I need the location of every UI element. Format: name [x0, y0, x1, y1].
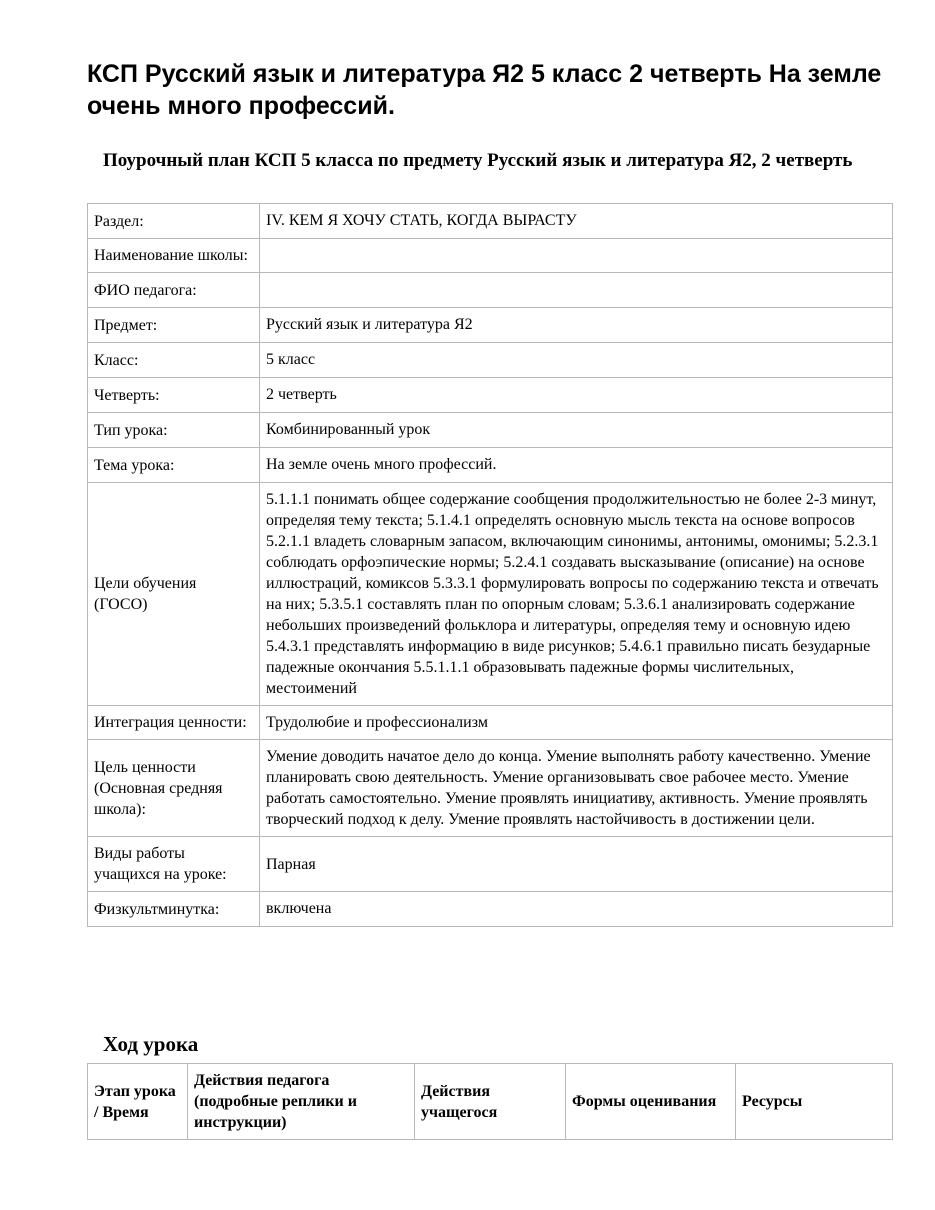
info-row-work-types: [88, 837, 893, 892]
lesson-flow-table: [87, 1063, 893, 1140]
info-row-value-integration: [88, 706, 893, 740]
info-value: 2 четверть: [260, 378, 893, 413]
column-header-stage-time: Этап урока / Время: [88, 1064, 188, 1140]
info-value: Умение доводить начатое дело до конца. Умение выполнять работу качественно. Умение планировать свою деятельность. Умение организовывать свое рабочее место. Умение работать самостоятельно. Умение проявлять инициативу, активность. Умение проявлять творческий подход к делу. Умение проявлять настойчивость в достижении цели.: [260, 740, 893, 837]
info-label: Интеграция ценности:: [88, 706, 260, 740]
info-row-teacher-name: [88, 273, 893, 308]
info-value: Комбинированный урок: [260, 413, 893, 448]
info-row-lesson-type: [88, 413, 893, 448]
info-value: На земле очень много профессий.: [260, 448, 893, 483]
info-label: Наименование школы:: [88, 239, 260, 273]
info-row-grade: [88, 343, 893, 378]
info-row-lesson-topic: [88, 448, 893, 483]
column-header-teacher-actions: Действия педагога (подробные реплики и инструкции): [188, 1064, 415, 1140]
column-header-resources: Ресурсы: [736, 1064, 893, 1140]
info-label: Цель ценности (Основная средняя школа):: [88, 740, 260, 837]
column-header-student-actions: Действия учащегося: [415, 1064, 566, 1140]
info-label: Тип урока:: [88, 413, 260, 448]
document-title: КСП Русский язык и литература Я2 5 класс 2 четверть На земле очень много профессий.: [87, 60, 882, 120]
info-row-quarter: [88, 378, 893, 413]
info-value: 5 класс: [260, 343, 893, 378]
info-label: ФИО педагога:: [88, 273, 260, 308]
info-label: Четверть:: [88, 378, 260, 413]
info-value: [260, 239, 893, 273]
info-row-physical-break: [88, 892, 893, 927]
info-row-section: [88, 204, 893, 239]
lesson-flow-heading: Ход урока: [103, 1032, 199, 1056]
info-value: Русский язык и литература Я2: [260, 308, 893, 343]
lesson-flow-header-row: [88, 1064, 893, 1140]
info-row-value-goal: [88, 740, 893, 837]
column-header-assessment-forms: Формы оценивания: [566, 1064, 736, 1140]
info-value: включена: [260, 892, 893, 927]
info-value: Парная: [260, 837, 893, 892]
info-label: Тема урока:: [88, 448, 260, 483]
info-value: Трудолюбие и профессионализм: [260, 706, 893, 740]
info-row-subject: [88, 308, 893, 343]
info-label: Раздел:: [88, 204, 260, 239]
info-label: Виды работы учащихся на уроке:: [88, 837, 260, 892]
lesson-info-table: [87, 203, 893, 927]
info-label: Предмет:: [88, 308, 260, 343]
info-row-school-name: [88, 239, 893, 273]
plan-heading: Поурочный план КСП 5 класса по предмету Русский язык и литература Я2, 2 четверть: [103, 150, 853, 171]
info-value: [260, 273, 893, 308]
info-label: Цели обучения (ГОСО): [88, 483, 260, 706]
info-label: Класс:: [88, 343, 260, 378]
info-row-learning-objectives: [88, 483, 893, 706]
info-value: IV. КЕМ Я ХОЧУ СТАТЬ, КОГДА ВЫРАСТУ: [260, 204, 893, 239]
info-value: 5.1.1.1 понимать общее содержание сообщения продолжительностью не более 2-3 минут, определяя тему текста; 5.1.4.1 определять основную мысль текста на основе вопросов 5.2.1.1 владеть словарным запасом, включающим синонимы, антонимы, омонимы; 5.2.3.1 соблюдать орфоэпические нормы; 5.2.4.1 создавать высказывание (описание) на основе иллюстраций, комиксов 5.3.3.1 формулировать вопросы по содержанию текста и отвечать на них; 5.3.5.1 составлять план по опорным словам; 5.3.6.1 анализировать содержание небольших произведений фольклора и литературы, определяя тему и основную идею 5.4.3.1 представлять информацию в виде рисунков; 5.4.6.1 правильно писать безударные падежные окончания 5.5.1.1.1 образовывать падежные формы числительных, местоимений: [260, 483, 893, 706]
info-label: Физкультминутка:: [88, 892, 260, 927]
